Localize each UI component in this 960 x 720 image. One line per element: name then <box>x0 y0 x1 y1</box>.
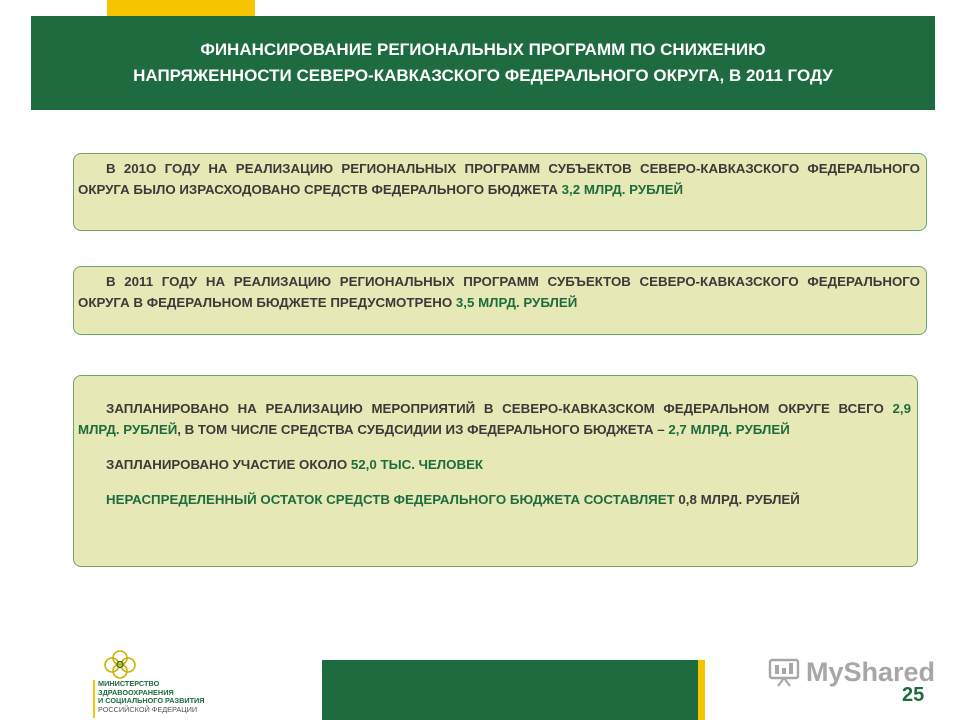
plans-p1-amount-total: 2,9 МЛРД. РУБЛЕЙ <box>78 401 911 437</box>
page-title-line1: ФИНАНСИРОВАНИЕ РЕГИОНАЛЬНЫХ ПРОГРАММ ПО СНИЖЕНИЮ <box>200 40 766 59</box>
ministry-name-line1: МИНИСТЕРСТВО <box>98 679 160 688</box>
ministry-name <box>93 680 278 714</box>
info-box-2010-amount: 3,2 МЛРД. РУБЛЕЙ <box>561 182 684 197</box>
ministry-logo <box>93 650 243 720</box>
info-box-2011-body: В 2011 ГОДУ НА РЕАЛИЗАЦИЮ РЕГИОНАЛЬНЫХ ПРОГРАММ СУБЪЕКТОВ СЕВЕРО-КАВКАЗСКОГО ФЕДЕРАЛЬНОГО ОКРУГА В ФЕДЕРАЛЬНОМ БЮДЖЕТЕ ПРЕДУСМОТРЕНО <box>78 274 920 310</box>
footer-green-block <box>322 660 698 720</box>
watermark-text: MyShared <box>806 656 936 687</box>
ministry-name-line4: РОССИЙСКОЙ ФЕДЕРАЦИИ <box>98 704 198 714</box>
ministry-logo-icon <box>97 650 143 680</box>
plans-paragraph-3 <box>78 489 911 510</box>
plans-p3-amount: 0,8 МЛРД. РУБЛЕЙ <box>678 492 800 507</box>
page-title-line2: НАПРЯЖЕННОСТИ СЕВЕРО-КАВКАЗСКОГО ФЕДЕРАЛЬНОГО ОКРУГА, В 2011 ГОДУ <box>133 66 833 85</box>
info-box-2011 <box>73 266 927 335</box>
ministry-name-line3: И СОЦИАЛЬНОГО РАЗВИТИЯ <box>98 696 205 706</box>
info-box-2010-body: В 201О ГОДУ НА РЕАЛИЗАЦИЮ РЕГИОНАЛЬНЫХ ПРОГРАММ СУБЪЕКТОВ СЕВЕРО-КАВКАЗСКОГО ФЕДЕРАЛЬНОГО ОКРУГА БЫЛО ИЗРАСХОДОВАНО СРЕДСТВ ФЕДЕРАЛЬНОГО БЮДЖЕТА <box>78 161 920 197</box>
footer-yellow-strip <box>698 660 705 720</box>
page-number: 25 <box>902 684 925 706</box>
plans-p2-body: ЗАПЛАНИРОВАНО УЧАСТИЕ ОКОЛО <box>106 457 351 472</box>
plans-paragraph-2 <box>78 454 911 475</box>
info-box-2010-text <box>78 158 920 200</box>
page-title <box>133 37 833 89</box>
plans-p1-amount-subsidy: 2,7 МЛРД. РУБЛЕЙ <box>668 422 790 437</box>
plans-p3-body: НЕРАСПРЕДЕЛЕННЫЙ ОСТАТОК СРЕДСТВ ФЕДЕРАЛЬНОГО БЮДЖЕТА СОСТАВЛЯЕТ <box>106 492 679 507</box>
presentation-icon <box>768 657 800 687</box>
info-box-2011-amount: 3,5 МЛРД. РУБЛЕЙ <box>455 295 578 310</box>
info-box-2011-text <box>78 271 920 313</box>
plans-p2-amount: 52,0 ТЫС. ЧЕЛОВЕК <box>350 457 484 472</box>
info-box-plans <box>73 375 918 567</box>
top-accent-bar <box>107 0 255 16</box>
ministry-name-line2: ЗДРАВООХРАНЕНИЯ <box>98 687 174 697</box>
info-box-2010 <box>73 153 927 231</box>
page-title-banner <box>31 16 935 110</box>
plans-paragraph-1 <box>78 398 911 440</box>
plans-p1-body-b: , В ТОМ ЧИСЛЕ СРЕДСТВА СУБДСИДИИ ИЗ ФЕДЕРАЛЬНОГО БЮДЖЕТА – <box>177 422 669 437</box>
plans-p1-body-a: ЗАПЛАНИРОВАНО НА РЕАЛИЗАЦИЮ МЕРОПРИЯТИЙ В СЕВЕРО-КАВКАЗСКОМ ФЕДЕРАЛЬНОМ ОКРУГЕ ВСЕГО <box>106 401 893 416</box>
